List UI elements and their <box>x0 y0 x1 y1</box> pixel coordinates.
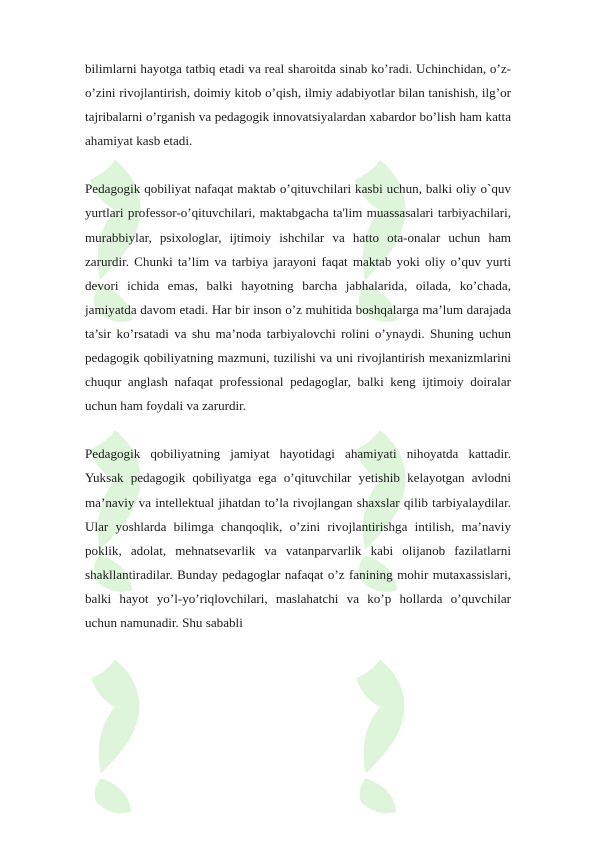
watermark-logo-icon <box>335 650 425 840</box>
paragraph: bilimlarni hayotga tatbiq etadi va real sharoitda sinab ko’radi. Uchinchidan, o’z-o’zini rivojlantirish, doimiy kitob o’qish, ilmiy adabiyotlar bilan tanishish, ilg’or tajribalarni o’rganish va pedagogik innovatsiyalardan xabardor bo’lish ham katta ahamiyat kasb etadi. <box>85 61 511 149</box>
document-body <box>85 57 511 635</box>
paragraph: Pedagogik qobiliyatning jamiyat hayotidagi ahamiyati nihoyatda kattadir. Yuksak pedagogik qobiliyatga ega o’qituvchilar yetishib kelayotgan avlodni ma’naviy va intellektual jihatdan to’la rivojlangan shaxslar qilib tarbiyalaydilar. Ular yoshlarda bilimga chanqoqlik, o’zini rivojlantirishga intilish, ma’naviy poklik, adolat, mehnatsevarlik va vatanparvarlik kabi olijanob fazilatlarni shakllantiradilar. Bunday pedagoglar nafaqat o’z fanining mohir mutaxassislari, balki hayot yo’l-yo’riqlovchilari, maslahatchi va ko’p hollarda o’quvchilar uchun namunadir. Shu sababli <box>85 446 511 630</box>
paragraph: Pedagogik qobiliyat nafaqat maktab o’qituvchilari kasbi uchun, balki oliy o`quv yurtlari professor-o’qituvchilari, maktabgacha ta'lim muassasalari tarbiyachilari, murabbiylar, psixologlar, ijtimoiy ishchilar va hatto ota-onalar uchun ham zarurdir. Chunki ta’lim va tarbiya jarayoni faqat maktab yoki oliy o’quv yurti devori ichida emas, balki hayotning barcha jabhalarida, oilada, ko’chada, jamiyatda davom etadi. Har bir inson o’z muhitida boshqalarga ma’lum darajada ta’sir ko’rsatadi va shu ma’noda tarbiyalovchi rolini o’ynaydi. Shuning uchun pedagogik qobiliyatning mazmuni, tuzilishi va uni rivojlantirish mexanizmlarini chuqur anglash nafaqat professional pedagoglar, balki keng ijtimoiy doiralar uchun ham foydali va zarurdir. <box>85 181 511 414</box>
watermark-logo-icon <box>70 650 160 840</box>
